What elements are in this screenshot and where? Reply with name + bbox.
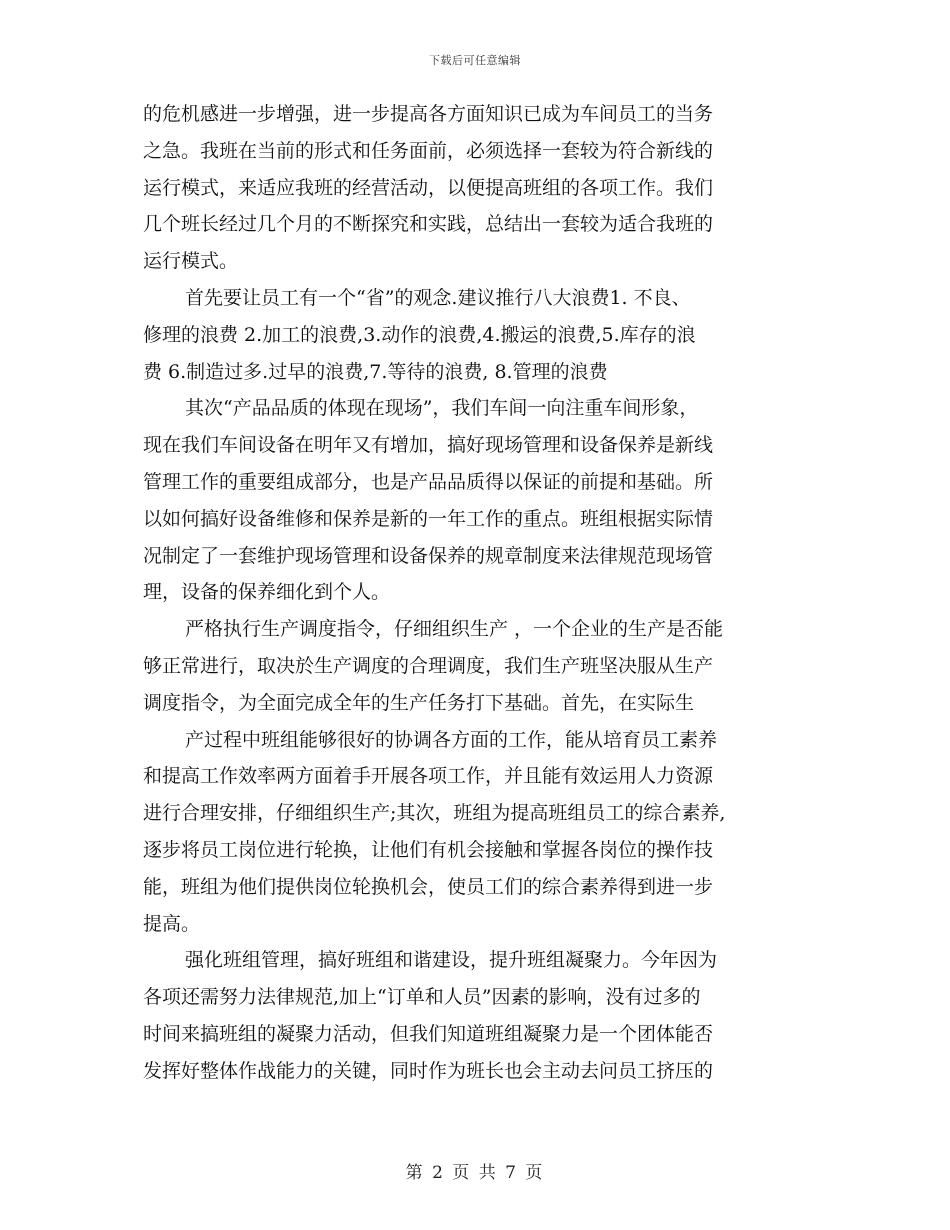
text-line: 产过程中班组能够很好的协调各方面的工作，能从培育员工素养 [185,728,718,751]
text-line: 修理的浪费 2.加工的浪费,3.动作的浪费,4.搬运的浪费,5.库存的浪 [143,323,696,346]
text-line: 管理工作的重要组成部分，也是产品品质得以保证的前提和基础。所 [143,470,714,493]
text-line: 和提高工作效率两方面着手开展各项工作，并且能有效运用人力资源 [143,765,714,788]
text-line: 能，班组为他们提供岗位轮换机会，使员工们的综合素养得到进一步 [143,875,714,898]
page-footer: 第 2 页 共 7 页 [405,1163,545,1183]
text-line: 进行合理安排，仔细组织生产;其次，班组为提高班组员工的综合素养, [143,802,726,825]
text-line: 严格执行生产调度指令，仔细组织生产 ，一个企业的生产是否能 [185,618,724,641]
text-line: 强化班组管理，搞好班组和谐建设，提升班组凝聚力。今年因为 [185,949,718,972]
text-line: 之急。我班在当前的形式和任务面前，必须选择一套较为符合新线的 [143,139,714,162]
text-line: 况制定了一套维护现场管理和设备保养的规章制度来法律规范现场管 [143,544,714,567]
text-line: 各项还需努力法律规范,加上“订单和人员”因素的影响，没有过多的 [143,986,701,1009]
text-line: 运行模式，来适应我班的经营活动，以便提高班组的各项工作。我们 [143,176,714,199]
text-line: 时间来搞班组的凝聚力活动，但我们知道班组凝聚力是一个团体能否 [143,1022,714,1045]
text-line: 发挥好整体作战能力的关键，同时作为班长也会主动去问员工挤压的 [143,1059,714,1082]
text-line: 调度指令，为全面完成全年的生产任务打下基础。首先，在实际生 [143,691,695,714]
header-note: 下载后可任意编辑 [429,54,521,67]
text-line: 理，设备的保养细化到个人。 [143,581,391,604]
text-line: 够正常进行，取决於生产调度的合理调度，我们生产班坚决服从生产 [143,654,714,677]
document-body [143,96,811,1090]
text-line: 现在我们车间设备在明年又有增加，搞好现场管理和设备保养是新线 [143,434,714,457]
text-line: 其次“产品品质的体现在现场”，我们车间一向注重车间形象， [185,397,699,420]
text-line: 以如何搞好设备维修和保养是新的一年工作的重点。班组根据实际情 [143,507,714,530]
text-line: 首先要让员工有一个“省”的观念.建议推行八大浪费1. 不良、 [185,286,691,309]
text-line: 提高。 [143,912,201,935]
text-line: 几个班长经过几个月的不断探究和实践，总结出一套较为适合我班的 [143,213,714,236]
text-line: 逐步将员工岗位进行轮换，让他们有机会接触和掌握各岗位的操作技 [143,838,714,861]
text-line: 费 6.制造过多.过早的浪费,7.等待的浪费, 8.管理的浪费 [143,360,608,383]
text-line: 运行模式。 [143,250,239,273]
text-line: 的危机感进一步增强，进一步提高各方面知识已成为车间员工的当务 [143,103,714,125]
